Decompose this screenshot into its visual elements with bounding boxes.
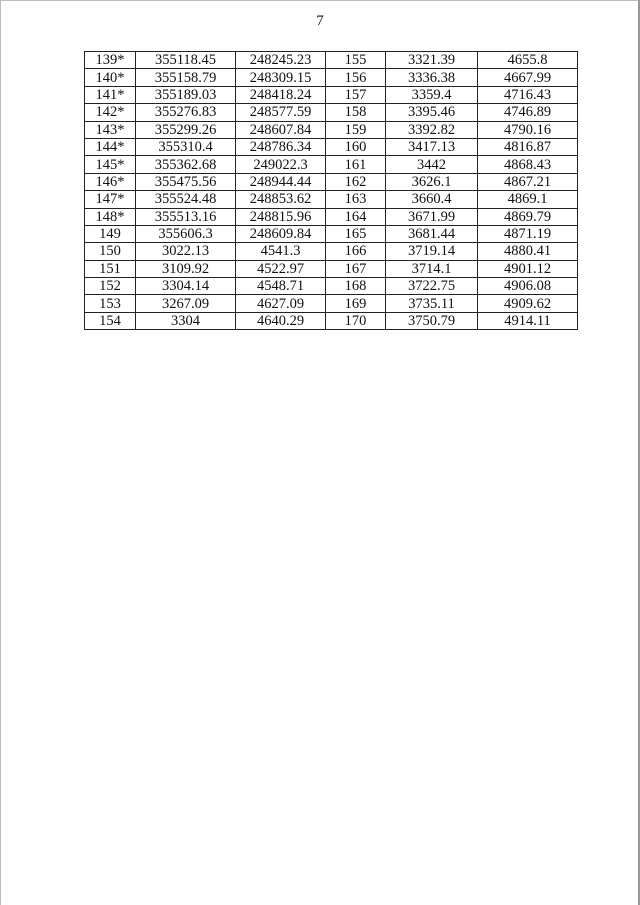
table-cell: 4867.21 [478,173,578,190]
table-cell: 170 [326,312,386,329]
table-row [85,52,578,69]
table-cell: 148* [85,208,136,225]
table-cell: 164 [326,208,386,225]
table-cell: 150 [85,243,136,260]
table-cell: 169 [326,295,386,312]
table-cell: 168 [326,278,386,295]
table-cell: 3109.92 [136,260,236,277]
table-row [85,225,578,242]
table-cell: 139* [85,52,136,69]
table-cell: 159 [326,121,386,138]
table-cell: 4627.09 [236,295,326,312]
table-row [85,173,578,190]
table-cell: 4816.87 [478,138,578,155]
table-cell: 4548.71 [236,278,326,295]
table-cell: 355310.4 [136,138,236,155]
table-row [85,86,578,103]
table-cell: 4906.08 [478,278,578,295]
table-cell: 355606.3 [136,225,236,242]
table-cell: 163 [326,191,386,208]
table-cell: 156 [326,69,386,86]
table-cell: 355299.26 [136,121,236,138]
table-cell: 145* [85,156,136,173]
table-row [85,295,578,312]
table-cell: 4640.29 [236,312,326,329]
table-cell: 355118.45 [136,52,236,69]
table-cell: 157 [326,86,386,103]
table-row [85,104,578,121]
table-cell: 3267.09 [136,295,236,312]
table-row [85,208,578,225]
table-cell: 249022.3 [236,156,326,173]
table-cell: 3722.75 [386,278,478,295]
table-cell: 3304.14 [136,278,236,295]
table-cell: 248609.84 [236,225,326,242]
table-row [85,278,578,295]
table-cell: 149 [85,225,136,242]
table-cell: 248309.15 [236,69,326,86]
table-cell: 4655.8 [478,52,578,69]
table-cell: 143* [85,121,136,138]
table-row [85,69,578,86]
table-row [85,260,578,277]
table-cell: 3442 [386,156,478,173]
table-cell: 248786.34 [236,138,326,155]
table-cell: 144* [85,138,136,155]
table-row [85,121,578,138]
table-cell: 3359.4 [386,86,478,103]
table-cell: 4868.43 [478,156,578,173]
table-cell: 248944.44 [236,173,326,190]
table-cell: 4667.99 [478,69,578,86]
table-cell: 355475.56 [136,173,236,190]
table-cell: 3321.39 [386,52,478,69]
table-cell: 3304 [136,312,236,329]
table-cell: 355513.16 [136,208,236,225]
table-cell: 4869.1 [478,191,578,208]
table-cell: 4746.89 [478,104,578,121]
table-cell: 154 [85,312,136,329]
table-cell: 140* [85,69,136,86]
table-cell: 3735.11 [386,295,478,312]
table-cell: 4909.62 [478,295,578,312]
table-cell: 248853.62 [236,191,326,208]
table-cell: 3681.44 [386,225,478,242]
table-cell: 4716.43 [478,86,578,103]
table-cell: 3336.38 [386,69,478,86]
table-cell: 162 [326,173,386,190]
table-cell: 167 [326,260,386,277]
table-cell: 155 [326,52,386,69]
table-cell: 248577.59 [236,104,326,121]
table-cell: 248607.84 [236,121,326,138]
table-cell: 4790.16 [478,121,578,138]
table-row [85,312,578,329]
table-cell: 248815.96 [236,208,326,225]
table-cell: 4869.79 [478,208,578,225]
table-cell: 3750.79 [386,312,478,329]
table-cell: 4871.19 [478,225,578,242]
table-cell: 4522.97 [236,260,326,277]
table-cell: 165 [326,225,386,242]
table-cell: 355362.68 [136,156,236,173]
table-cell: 151 [85,260,136,277]
table-cell: 3417.13 [386,138,478,155]
table-cell: 3392.82 [386,121,478,138]
table-cell: 153 [85,295,136,312]
table-cell: 4541.3 [236,243,326,260]
table-cell: 161 [326,156,386,173]
table-row [85,156,578,173]
table-cell: 4914.11 [478,312,578,329]
table-cell: 3395.46 [386,104,478,121]
table-cell: 3626.1 [386,173,478,190]
table-row [85,138,578,155]
table-cell: 3714.1 [386,260,478,277]
table-cell: 4901.12 [478,260,578,277]
scan-edge-top [0,0,640,1]
table-cell: 3671.99 [386,208,478,225]
table-row [85,243,578,260]
table-cell: 142* [85,104,136,121]
table-cell: 3022.13 [136,243,236,260]
coordinates-table [84,51,578,330]
table-cell: 166 [326,243,386,260]
table-cell: 355158.79 [136,69,236,86]
table-cell: 160 [326,138,386,155]
table-cell: 355276.83 [136,104,236,121]
page-number: 7 [316,13,324,29]
table-cell: 355524.48 [136,191,236,208]
table-cell: 3660.4 [386,191,478,208]
scan-edge-left [0,0,1,905]
table-cell: 152 [85,278,136,295]
table-cell: 3719.14 [386,243,478,260]
table-cell: 146* [85,173,136,190]
table-cell: 248418.24 [236,86,326,103]
table-cell: 141* [85,86,136,103]
table-cell: 158 [326,104,386,121]
table-cell: 355189.03 [136,86,236,103]
table-row [85,191,578,208]
table-cell: 248245.23 [236,52,326,69]
table-cell: 4880.41 [478,243,578,260]
table-cell: 147* [85,191,136,208]
